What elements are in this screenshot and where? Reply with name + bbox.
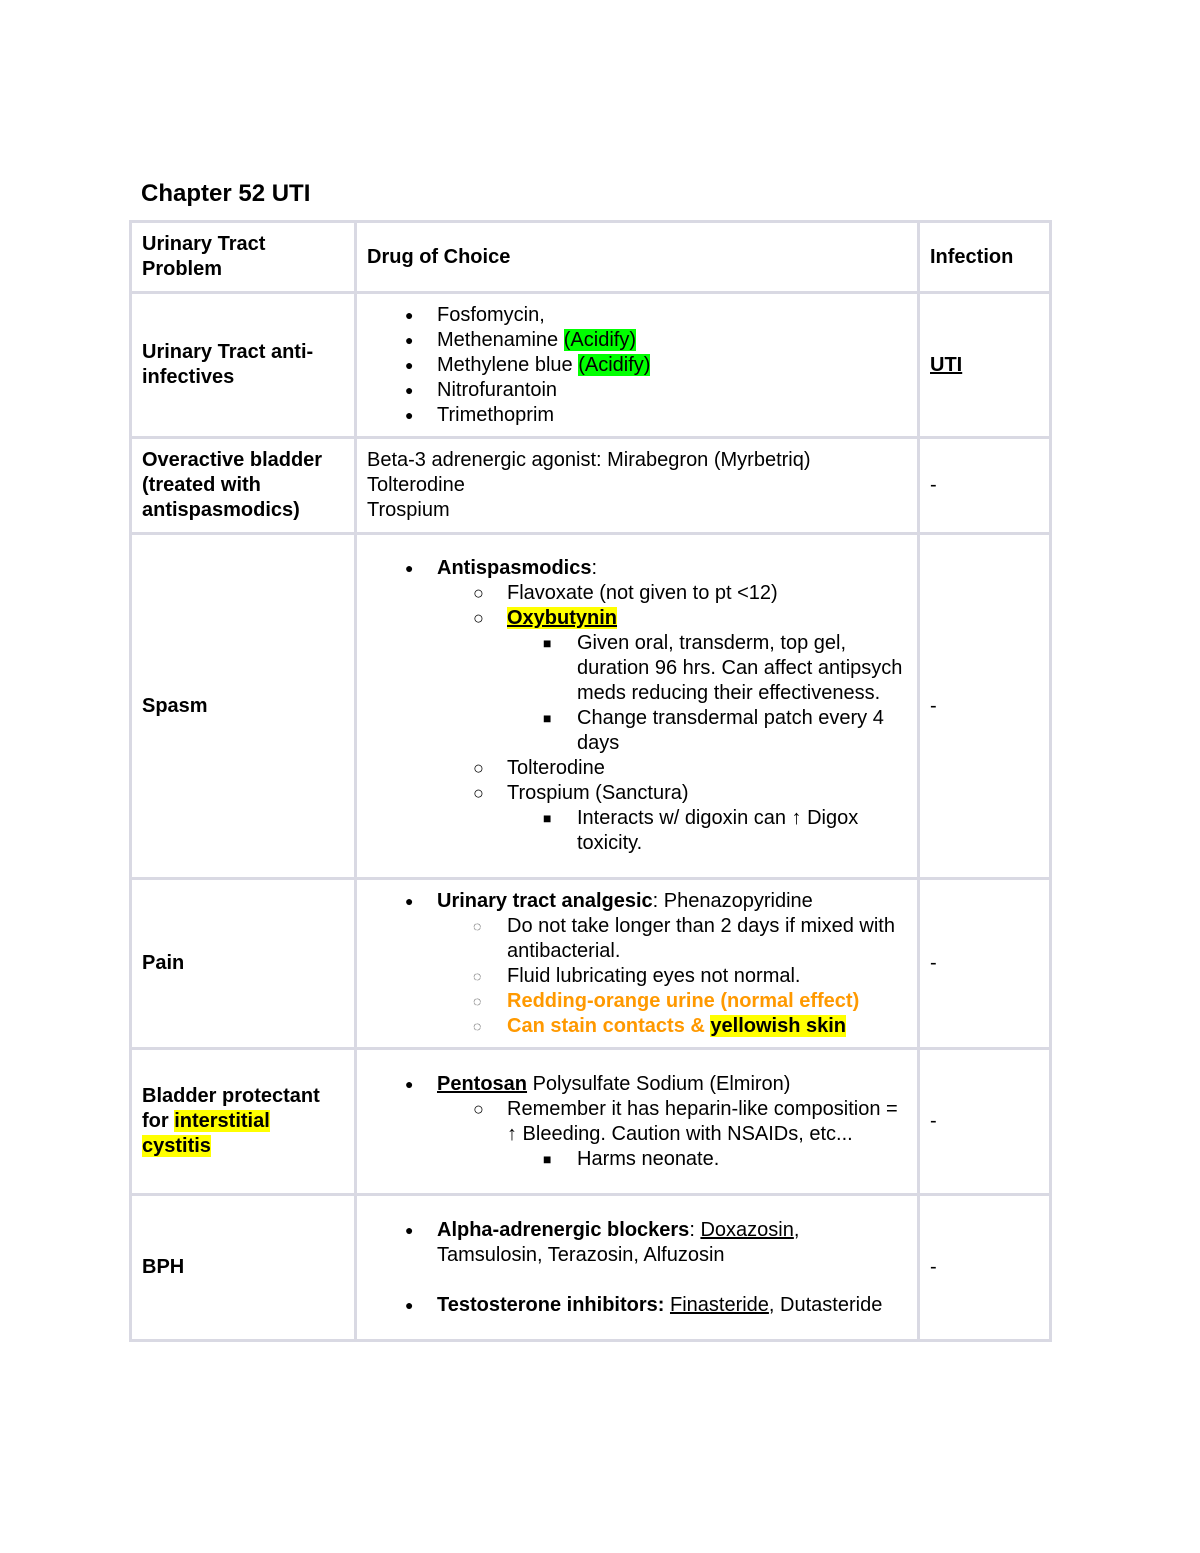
drug-table: [129, 220, 1052, 1342]
list-item: ■ Given oral, transderm, top gel, duration 96 hrs. Can affect antipsych meds reducing their effectiveness.: [543, 632, 903, 704]
list-item: ● Pentosan Polysulfate Sodium (Elmiron) ○ Remember it has heparin-like composition = ↑ Bleeding. Caution with NSAIDs, etc... ■ Harms neonate.: [367, 1072, 907, 1172]
list-item: ○ Remember it has heparin-like composition = ↑ Bleeding. Caution with NSAIDs, etc... ■ Harms neonate.: [437, 1097, 907, 1172]
header-infection: Infection: [919, 222, 1051, 293]
list-item: ○ Trospium (Sanctura) ■ Interacts w/ digoxin can ↑ Digox toxicity.: [437, 781, 907, 856]
drug-cell: [356, 534, 919, 879]
row-anti-infectives: [131, 293, 1051, 438]
infection-cell: -: [919, 879, 1051, 1049]
drug-cell: [356, 1195, 919, 1341]
list-item: ■ Change transdermal patch every 4 days: [543, 707, 884, 754]
list-item: ◌ Do not take longer than 2 days if mixed with antibacterial.: [473, 914, 895, 962]
list-item: ● Antispasmodics: ○ Flavoxate (not given to pt <12) ○ Oxybutynin ■ Given oral, transderm, top gel, duration 96 hrs. Can affect antipsych meds reducing their effectiveness. ■ Change transdermal patch every 4 days ○ Tolterodine ○ Trospium (Sanctura) ■ Interacts w/ digoxin can ↑ Digox toxicity.: [367, 556, 907, 856]
infection-cell: -: [919, 438, 1051, 534]
list-item: ● Trimethoprim: [405, 403, 555, 426]
infection-cell: -: [919, 534, 1051, 879]
list-item: ○ Oxybutynin ■ Given oral, transderm, top gel, duration 96 hrs. Can affect antipsych meds reducing their effectiveness. ■ Change transdermal patch every 4 days: [437, 606, 907, 756]
drug-cell: [356, 879, 919, 1049]
acidify-highlight: (Acidify): [578, 353, 651, 376]
list-item: ● Urinary tract analgesic: Phenazopyridine ◌ Do not take longer than 2 days if mixed with antibacterial. ◌ Fluid lubricating eyes not normal. ◌ Redding-orange urine (normal effect) ◌ Can stain contacts & yellowish skin: [367, 889, 907, 1039]
list-item: ● Testosterone inhibitors: Finasteride, Dutasteride: [405, 1293, 883, 1316]
row-pain: [131, 879, 1051, 1049]
acidify-highlight: (Acidify): [563, 328, 636, 351]
infection-cell: UTI: [919, 293, 1051, 438]
oxybutynin-highlight: Oxybutynin: [507, 607, 618, 629]
header-row: [131, 222, 1051, 293]
interstitial-cystitis-highlight: interstitial cystitis: [142, 1110, 270, 1157]
infection-cell: -: [919, 1195, 1051, 1341]
list-item: ● Alpha-adrenergic blockers: Doxazosin, Tamsulosin, Terazosin, Alfuzosin: [405, 1218, 800, 1266]
list-item: ● Methylene blue (Acidify): [405, 353, 651, 376]
problem-cell: Spasm: [131, 534, 356, 879]
list-item: ◌ Redding-orange urine (normal effect): [473, 989, 860, 1012]
row-spasm: [131, 534, 1051, 879]
drug-cell: [356, 293, 919, 438]
list-item: ○ Tolterodine: [473, 757, 605, 779]
problem-cell: BPH: [131, 1195, 356, 1341]
list-item: ■ Harms neonate.: [543, 1147, 720, 1170]
header-drug: Drug of Choice: [356, 222, 919, 293]
list-item: ● Fosfomycin,: [405, 303, 545, 326]
page-title: Chapter 52 UTI: [141, 180, 311, 207]
list-item: ● Methenamine (Acidify): [405, 328, 636, 351]
problem-cell: Pain: [131, 879, 356, 1049]
problem-cell: Urinary Tract anti-infectives: [131, 293, 356, 438]
list-item: ◌ Can stain contacts & yellowish skin: [473, 1014, 846, 1037]
row-bph: [131, 1195, 1051, 1341]
infection-cell: -: [919, 1049, 1051, 1195]
list-item: ● Nitrofurantoin: [405, 378, 558, 401]
problem-cell: Overactive bladder (treated with antispasmodics): [131, 438, 356, 534]
drug-cell: Beta-3 adrenergic agonist: Mirabegron (Myrbetriq) Tolterodine Trospium: [356, 438, 919, 534]
row-bladder-protectant: [131, 1049, 1051, 1195]
problem-cell: Bladder protectant for interstitial cystitis: [131, 1049, 356, 1195]
list-item: ◌ Fluid lubricating eyes not normal.: [473, 964, 801, 987]
row-overactive-bladder: [131, 438, 1051, 534]
header-problem: Urinary Tract Problem: [131, 222, 356, 293]
drug-cell: [356, 1049, 919, 1195]
list-item: ○ Flavoxate (not given to pt <12): [473, 582, 778, 604]
yellow-skin-highlight: yellowish skin: [710, 1014, 846, 1037]
list-item: ■ Interacts w/ digoxin can ↑ Digox toxicity.: [543, 807, 859, 854]
